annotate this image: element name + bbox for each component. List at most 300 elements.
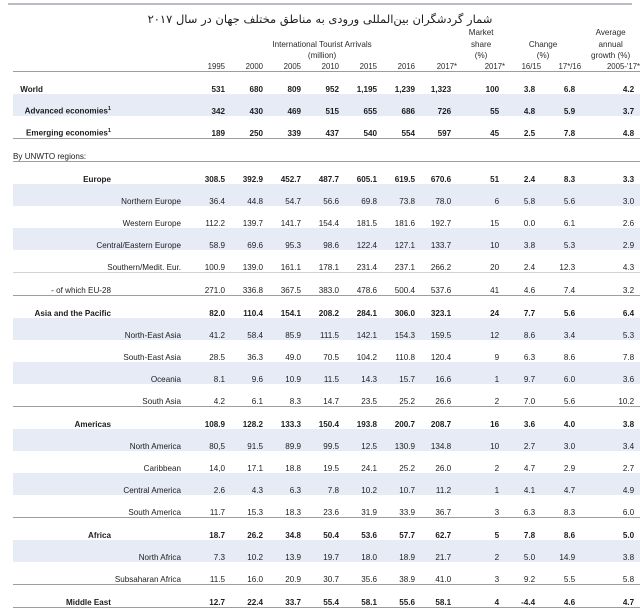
cell-arrivals-2005: 34.8 <box>263 518 301 540</box>
cell-change-17-16: 5.9 <box>541 94 581 116</box>
table-row[interactable] <box>13 429 640 451</box>
cell-market-share: 45 <box>457 116 505 139</box>
row-label: Western Europe <box>13 206 187 228</box>
cell-arrivals-2000: 69.6 <box>225 228 263 250</box>
cell-market-share: 1 <box>457 362 505 384</box>
cell-change-17-16: 8.6 <box>541 518 581 540</box>
cell-arrivals-2015: 231.4 <box>339 250 377 273</box>
table-row[interactable] <box>13 116 640 139</box>
table-row[interactable] <box>13 184 640 206</box>
cell-change-17-16: 4.0 <box>541 407 581 429</box>
cell-change-16-15: 3.8 <box>505 228 541 250</box>
cell-arrivals-2010: 99.5 <box>301 429 339 451</box>
cell-arrivals-2000: 4.3 <box>225 473 263 495</box>
cell-arrivals-2005: 339 <box>263 116 301 139</box>
cell-arrivals-2015: 1,195 <box>339 72 377 95</box>
cell-arrivals-2005: 95.3 <box>263 228 301 250</box>
table-row[interactable] <box>13 384 640 407</box>
cell-market-share: 12 <box>457 318 505 340</box>
cell-arrivals-2000: 9.6 <box>225 362 263 384</box>
cell-arrivals-2015: 18.0 <box>339 540 377 562</box>
cell-change-17-16: 6.1 <box>541 206 581 228</box>
cell-change-17-16: 8.3 <box>541 162 581 184</box>
cell-arrivals-1995: 4.2 <box>187 384 225 407</box>
header-group-arrivals <box>187 27 457 62</box>
cell-change-17-16: 6.8 <box>541 72 581 95</box>
cell-avg-annual-growth: 2.6 <box>581 206 640 228</box>
cell-arrivals-2010: 70.5 <box>301 340 339 362</box>
row-label: Northern Europe <box>13 184 187 206</box>
row-label: Americas <box>13 407 187 429</box>
cell-arrivals-2015: 478.6 <box>339 273 377 296</box>
cell-arrivals-2015: 53.6 <box>339 518 377 540</box>
cell-market-share: 9 <box>457 340 505 362</box>
cell-arrivals-2005: 89.9 <box>263 429 301 451</box>
cell-change-16-15: 9.7 <box>505 362 541 384</box>
header-group-change <box>505 27 581 62</box>
cell-change-17-16: 5.5 <box>541 562 581 585</box>
cell-change-17-16: 8.6 <box>541 340 581 362</box>
cell-arrivals-1995: 271.0 <box>187 273 225 296</box>
table-body <box>13 72 640 608</box>
table-row[interactable] <box>13 451 640 473</box>
cell-arrivals-2016: 127.1 <box>377 228 415 250</box>
cell-arrivals-2017*: 159.5 <box>415 318 457 340</box>
cell-arrivals-2017*: 58.1 <box>415 585 457 608</box>
cell-arrivals-2000: 6.1 <box>225 384 263 407</box>
header-arrivals-line2: (million) <box>187 50 457 62</box>
cell-arrivals-1995: 11.5 <box>187 562 225 585</box>
header-group-average-growth <box>581 27 640 62</box>
cell-change-16-15: 9.2 <box>505 562 541 585</box>
table-row[interactable] <box>13 250 640 273</box>
cell-market-share: 10 <box>457 228 505 250</box>
cell-arrivals-2017*: 62.7 <box>415 518 457 540</box>
cell-arrivals-2017*: 26.6 <box>415 384 457 407</box>
cell-arrivals-2016: 500.4 <box>377 273 415 296</box>
header-year-2005: 2005 <box>263 62 301 72</box>
table-row[interactable] <box>13 362 640 384</box>
cell-avg-annual-growth: 5.3 <box>581 318 640 340</box>
row-label: Central/Eastern Europe <box>13 228 187 250</box>
cell-arrivals-2005: 452.7 <box>263 162 301 184</box>
cell-arrivals-2016: 154.3 <box>377 318 415 340</box>
header-change-16-15: 16/15 <box>505 62 541 72</box>
cell-arrivals-2010: 178.1 <box>301 250 339 273</box>
row-label: South Asia <box>13 384 187 407</box>
cell-arrivals-2010: 7.8 <box>301 473 339 495</box>
table-row[interactable] <box>13 540 640 562</box>
cell-market-share: 16 <box>457 407 505 429</box>
cell-arrivals-2017*: 670.6 <box>415 162 457 184</box>
cell-arrivals-2005: 10.9 <box>263 362 301 384</box>
cell-arrivals-2017*: 11.2 <box>415 473 457 495</box>
cell-avg-annual-growth: 4.2 <box>581 72 640 95</box>
cell-arrivals-2016: 10.7 <box>377 473 415 495</box>
cell-arrivals-2017*: 16.6 <box>415 362 457 384</box>
cell-arrivals-2000: 336.8 <box>225 273 263 296</box>
cell-arrivals-2016: 619.5 <box>377 162 415 184</box>
cell-arrivals-2016: 306.0 <box>377 296 415 318</box>
cell-arrivals-1995: 2.6 <box>187 473 225 495</box>
cell-arrivals-2005: 13.9 <box>263 540 301 562</box>
cell-arrivals-2016: 57.7 <box>377 518 415 540</box>
cell-avg-annual-growth: 2.7 <box>581 451 640 473</box>
table-row[interactable] <box>13 296 640 318</box>
cell-change-16-15: 3.8 <box>505 72 541 95</box>
header-market-line3: (%) <box>457 50 505 62</box>
cell-arrivals-2015: 104.2 <box>339 340 377 362</box>
cell-change-16-15: 2.5 <box>505 116 541 139</box>
cell-arrivals-1995: 28.5 <box>187 340 225 362</box>
cell-change-17-16: 14.9 <box>541 540 581 562</box>
cell-change-16-15: 6.3 <box>505 340 541 362</box>
cell-arrivals-2016: 73.8 <box>377 184 415 206</box>
header-year-2010: 2010 <box>301 62 339 72</box>
cell-arrivals-2015: 12.5 <box>339 429 377 451</box>
cell-arrivals-2016: 25.2 <box>377 451 415 473</box>
header-market-line1: Market <box>457 27 505 39</box>
cell-arrivals-2015: 540 <box>339 116 377 139</box>
cell-arrivals-2000: 17.1 <box>225 451 263 473</box>
cell-arrivals-2010: 23.6 <box>301 495 339 518</box>
cell-arrivals-2016: 33.9 <box>377 495 415 518</box>
table-row[interactable] <box>13 94 640 116</box>
cell-arrivals-2005: 20.9 <box>263 562 301 585</box>
cell-arrivals-2015: 181.5 <box>339 206 377 228</box>
cell-arrivals-1995: 14,0 <box>187 451 225 473</box>
cell-change-16-15: 0.0 <box>505 206 541 228</box>
header-year-row <box>13 62 640 72</box>
cell-avg-annual-growth: 6.0 <box>581 495 640 518</box>
cell-market-share: 2 <box>457 384 505 407</box>
header-change-line1: Change <box>505 39 581 51</box>
cell-arrivals-2017*: 120.4 <box>415 340 457 362</box>
cell-arrivals-2005: 54.7 <box>263 184 301 206</box>
cell-arrivals-2015: 35.6 <box>339 562 377 585</box>
cell-arrivals-2015: 69.8 <box>339 184 377 206</box>
cell-arrivals-2010: 14.7 <box>301 384 339 407</box>
row-label: North Africa <box>13 540 187 562</box>
table-row[interactable] <box>13 228 640 250</box>
cell-arrivals-2015: 23.5 <box>339 384 377 407</box>
cell-arrivals-2000: 110.4 <box>225 296 263 318</box>
cell-market-share: 15 <box>457 206 505 228</box>
cell-arrivals-2000: 36.3 <box>225 340 263 362</box>
cell-arrivals-2010: 515 <box>301 94 339 116</box>
cell-arrivals-2000: 22.4 <box>225 585 263 608</box>
header-average-line1: Average <box>581 27 640 39</box>
cell-arrivals-2017*: 133.7 <box>415 228 457 250</box>
cell-arrivals-1995: 58.9 <box>187 228 225 250</box>
cell-avg-annual-growth: 4.9 <box>581 473 640 495</box>
cell-avg-annual-growth: 4.8 <box>581 116 640 139</box>
cell-arrivals-2010: 50.4 <box>301 518 339 540</box>
table-row[interactable] <box>13 407 640 429</box>
cell-arrivals-2010: 19.7 <box>301 540 339 562</box>
cell-arrivals-2000: 392.9 <box>225 162 263 184</box>
cell-arrivals-2005: 18.3 <box>263 495 301 518</box>
cell-avg-annual-growth: 3.7 <box>581 94 640 116</box>
footnote-marker: 1 <box>108 106 111 112</box>
cell-change-17-16: 3.0 <box>541 429 581 451</box>
row-label: Europe <box>13 162 187 184</box>
cell-arrivals-2017*: 1,323 <box>415 72 457 95</box>
cell-arrivals-2000: 15.3 <box>225 495 263 518</box>
cell-arrivals-2010: 111.5 <box>301 318 339 340</box>
cell-change-17-16: 5.6 <box>541 184 581 206</box>
cell-market-share: 3 <box>457 495 505 518</box>
cell-arrivals-2010: 383.0 <box>301 273 339 296</box>
cell-arrivals-2000: 128.2 <box>225 407 263 429</box>
cell-arrivals-2000: 680 <box>225 72 263 95</box>
cell-arrivals-1995: 18.7 <box>187 518 225 540</box>
cell-change-16-15: 7.8 <box>505 518 541 540</box>
cell-avg-annual-growth: 7.8 <box>581 340 640 362</box>
cell-market-share: 41 <box>457 273 505 296</box>
header-average-line3: growth (%) <box>581 50 640 62</box>
cell-arrivals-2016: 237.1 <box>377 250 415 273</box>
table-row[interactable] <box>13 318 640 340</box>
cell-arrivals-2010: 150.4 <box>301 407 339 429</box>
cell-arrivals-2005: 8.3 <box>263 384 301 407</box>
cell-arrivals-2015: 142.1 <box>339 318 377 340</box>
cell-change-16-15: 2.4 <box>505 250 541 273</box>
table-row[interactable] <box>13 340 640 362</box>
cell-change-16-15: 4.7 <box>505 451 541 473</box>
cell-avg-annual-growth: 3.8 <box>581 540 640 562</box>
cell-arrivals-2016: 554 <box>377 116 415 139</box>
tourist-arrivals-table <box>13 27 640 608</box>
row-label: Middle East <box>13 585 187 608</box>
top-divider-rule <box>8 3 632 5</box>
cell-arrivals-2017*: 208.7 <box>415 407 457 429</box>
cell-arrivals-1995: 11.7 <box>187 495 225 518</box>
row-label: - of which EU-28 <box>13 273 187 296</box>
header-change-17-16: 17*/16 <box>541 62 581 72</box>
cell-arrivals-2005: 133.3 <box>263 407 301 429</box>
cell-arrivals-2010: 437 <box>301 116 339 139</box>
cell-arrivals-2017*: 323.1 <box>415 296 457 318</box>
cell-change-17-16: 7.4 <box>541 273 581 296</box>
header-group-row <box>13 27 640 62</box>
cell-arrivals-2010: 154.4 <box>301 206 339 228</box>
cell-arrivals-2016: 1,239 <box>377 72 415 95</box>
row-label: Advanced economies$^1$ <box>13 94 187 116</box>
cell-change-16-15: 5.0 <box>505 540 541 562</box>
cell-change-16-15: 3.6 <box>505 407 541 429</box>
cell-arrivals-2005: 18.8 <box>263 451 301 473</box>
cell-arrivals-2015: 605.1 <box>339 162 377 184</box>
cell-change-16-15: 7.7 <box>505 296 541 318</box>
section-header-row <box>13 139 640 162</box>
cell-arrivals-2016: 110.8 <box>377 340 415 362</box>
cell-arrivals-2000: 16.0 <box>225 562 263 585</box>
cell-arrivals-2000: 139.7 <box>225 206 263 228</box>
cell-arrivals-2015: 24.1 <box>339 451 377 473</box>
header-year-2016: 2016 <box>377 62 415 72</box>
cell-avg-annual-growth: 10.2 <box>581 384 640 407</box>
header-avg-period: 2005-'17* <box>581 62 640 72</box>
cell-avg-annual-growth: 4.3 <box>581 250 640 273</box>
row-label: World <box>13 72 187 95</box>
cell-arrivals-2017*: 537.6 <box>415 273 457 296</box>
cell-change-16-15: 4.6 <box>505 273 541 296</box>
table-row[interactable] <box>13 562 640 585</box>
cell-market-share: 24 <box>457 296 505 318</box>
cell-arrivals-1995: 112.2 <box>187 206 225 228</box>
cell-arrivals-2017*: 192.7 <box>415 206 457 228</box>
cell-market-share: 4 <box>457 585 505 608</box>
cell-arrivals-2005: 85.9 <box>263 318 301 340</box>
cell-change-16-15: 7.0 <box>505 384 541 407</box>
cell-market-share: 5 <box>457 518 505 540</box>
cell-arrivals-2017*: 726 <box>415 94 457 116</box>
cell-arrivals-2016: 130.9 <box>377 429 415 451</box>
table-row[interactable] <box>13 206 640 228</box>
cell-avg-annual-growth: 3.2 <box>581 273 640 296</box>
cell-arrivals-2010: 55.4 <box>301 585 339 608</box>
cell-change-16-15: 5.8 <box>505 184 541 206</box>
cell-change-17-16: 5.6 <box>541 384 581 407</box>
header-year-blank <box>13 62 187 72</box>
cell-arrivals-1995: 12.7 <box>187 585 225 608</box>
cell-arrivals-1995: 342 <box>187 94 225 116</box>
cell-arrivals-2016: 686 <box>377 94 415 116</box>
row-label: Emerging economies$^1$ <box>13 116 187 139</box>
cell-change-16-15: 4.8 <box>505 94 541 116</box>
cell-arrivals-2015: 58.1 <box>339 585 377 608</box>
cell-avg-annual-growth: 2.9 <box>581 228 640 250</box>
cell-avg-annual-growth: 5.8 <box>581 562 640 585</box>
cell-change-16-15: -4.4 <box>505 585 541 608</box>
cell-change-17-16: 3.4 <box>541 318 581 340</box>
cell-market-share: 51 <box>457 162 505 184</box>
cell-arrivals-2016: 15.7 <box>377 362 415 384</box>
row-label: Asia and the Pacific <box>13 296 187 318</box>
row-label: Southern/Medit. Eur. <box>13 250 187 273</box>
cell-arrivals-2010: 208.2 <box>301 296 339 318</box>
cell-arrivals-1995: 41.2 <box>187 318 225 340</box>
cell-arrivals-1995: 7.3 <box>187 540 225 562</box>
cell-arrivals-2015: 10.2 <box>339 473 377 495</box>
cell-arrivals-2000: 44.8 <box>225 184 263 206</box>
cell-market-share: 6 <box>457 184 505 206</box>
cell-arrivals-1995: 8.1 <box>187 362 225 384</box>
header-average-line2: annual <box>581 39 640 51</box>
cell-arrivals-1995: 531 <box>187 72 225 95</box>
cell-arrivals-2016: 25.2 <box>377 384 415 407</box>
cell-arrivals-2016: 38.9 <box>377 562 415 585</box>
cell-arrivals-2017*: 78.0 <box>415 184 457 206</box>
cell-market-share: 2 <box>457 540 505 562</box>
cell-change-16-15: 4.1 <box>505 473 541 495</box>
cell-change-17-16: 5.6 <box>541 296 581 318</box>
cell-avg-annual-growth: 6.4 <box>581 296 640 318</box>
table-header <box>13 27 640 72</box>
cell-change-17-16: 2.9 <box>541 451 581 473</box>
cell-arrivals-2017*: 26.0 <box>415 451 457 473</box>
cell-arrivals-2017*: 36.7 <box>415 495 457 518</box>
table-row[interactable] <box>13 585 640 608</box>
cell-market-share: 3 <box>457 562 505 585</box>
cell-avg-annual-growth: 3.0 <box>581 184 640 206</box>
row-label: South-East Asia <box>13 340 187 362</box>
cell-market-share: 1 <box>457 473 505 495</box>
cell-avg-annual-growth: 5.0 <box>581 518 640 540</box>
cell-arrivals-2005: 161.1 <box>263 250 301 273</box>
header-year-2000: 2000 <box>225 62 263 72</box>
header-arrivals-line1: International Tourist Arrivals <box>187 39 457 51</box>
cell-market-share: 20 <box>457 250 505 273</box>
cell-arrivals-2010: 19.5 <box>301 451 339 473</box>
table-row[interactable] <box>13 273 640 296</box>
cell-arrivals-2000: 58.4 <box>225 318 263 340</box>
cell-arrivals-2016: 200.7 <box>377 407 415 429</box>
cell-arrivals-2015: 284.1 <box>339 296 377 318</box>
row-label: North-East Asia <box>13 318 187 340</box>
cell-arrivals-2005: 809 <box>263 72 301 95</box>
cell-change-17-16: 4.6 <box>541 585 581 608</box>
header-share-year-2017: 2017* <box>457 62 505 72</box>
cell-arrivals-2015: 31.9 <box>339 495 377 518</box>
cell-arrivals-2017*: 134.8 <box>415 429 457 451</box>
cell-arrivals-2005: 367.5 <box>263 273 301 296</box>
cell-arrivals-1995: 100.9 <box>187 250 225 273</box>
cell-change-16-15: 8.6 <box>505 318 541 340</box>
page-title: شمار گردشگران بین‌المللی ورودی به مناطق مختلف جهان در سال ۲۰۱۷ <box>0 0 640 27</box>
cell-arrivals-2005: 154.1 <box>263 296 301 318</box>
cell-change-17-16: 5.3 <box>541 228 581 250</box>
cell-change-17-16: 6.0 <box>541 362 581 384</box>
cell-arrivals-1995: 82.0 <box>187 296 225 318</box>
cell-avg-annual-growth: 4.7 <box>581 585 640 608</box>
header-year-2015: 2015 <box>339 62 377 72</box>
cell-arrivals-2016: 55.6 <box>377 585 415 608</box>
cell-arrivals-2017*: 21.7 <box>415 540 457 562</box>
header-year-1995: 1995 <box>187 62 225 72</box>
cell-arrivals-2015: 193.8 <box>339 407 377 429</box>
cell-market-share: 100 <box>457 72 505 95</box>
header-year-2017: 2017* <box>415 62 457 72</box>
cell-avg-annual-growth: 3.3 <box>581 162 640 184</box>
row-label: Oceania <box>13 362 187 384</box>
cell-arrivals-2015: 14.3 <box>339 362 377 384</box>
cell-market-share: 10 <box>457 429 505 451</box>
cell-avg-annual-growth: 3.4 <box>581 429 640 451</box>
cell-arrivals-2010: 56.6 <box>301 184 339 206</box>
table-row[interactable] <box>13 518 640 540</box>
cell-arrivals-2000: 250 <box>225 116 263 139</box>
cell-arrivals-1995: 36.4 <box>187 184 225 206</box>
table-row[interactable] <box>13 162 640 184</box>
cell-change-17-16: 12.3 <box>541 250 581 273</box>
table-row[interactable] <box>13 72 640 95</box>
cell-arrivals-2000: 10.2 <box>225 540 263 562</box>
cell-arrivals-2016: 181.6 <box>377 206 415 228</box>
cell-market-share: 55 <box>457 94 505 116</box>
cell-arrivals-2015: 122.4 <box>339 228 377 250</box>
cell-arrivals-2010: 98.6 <box>301 228 339 250</box>
cell-arrivals-2000: 139.0 <box>225 250 263 273</box>
cell-arrivals-2000: 26.2 <box>225 518 263 540</box>
row-label: Subsaharan Africa <box>13 562 187 585</box>
header-change-line2: (%) <box>505 50 581 62</box>
cell-arrivals-2017*: 597 <box>415 116 457 139</box>
table-row[interactable] <box>13 495 640 518</box>
table-row[interactable] <box>13 473 640 495</box>
header-blank-cell <box>13 27 187 62</box>
